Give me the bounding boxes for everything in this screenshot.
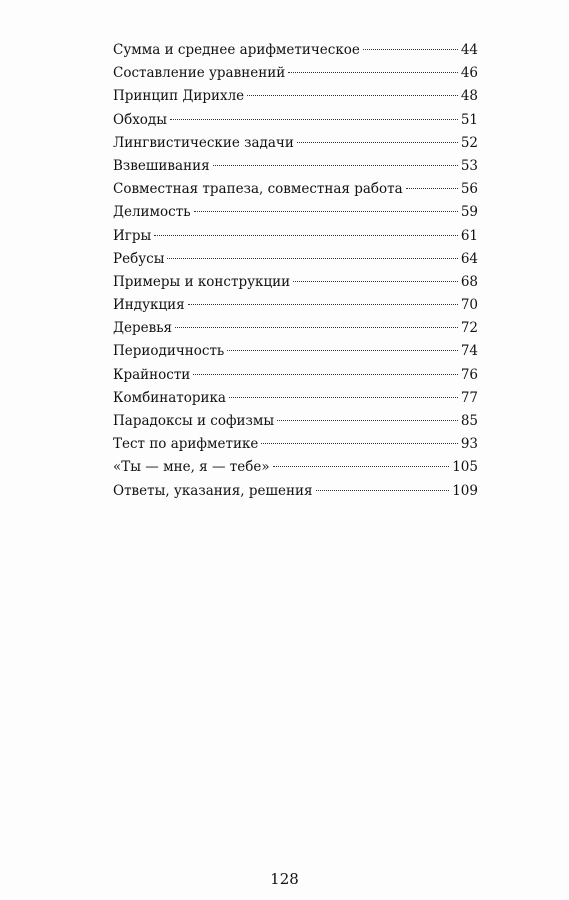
toc-entry [113,178,478,201]
dot-leader [288,72,458,73]
toc-entry [113,39,478,62]
dot-leader [154,235,458,236]
toc-entry-title: Делимость [113,204,191,221]
toc-entry-title: Игры [113,227,152,244]
dot-leader [277,420,458,421]
toc-entry [113,294,478,317]
dot-leader [229,397,458,398]
dot-leader [227,350,458,351]
toc-entry-title: Принцип Дирихле [113,88,245,105]
table-of-contents [113,39,478,503]
page-number: 128 [270,870,299,888]
toc-entry-title: Примеры и конструкции [113,273,291,290]
toc-entry-title: Индукция [113,297,185,314]
toc-entry-page: 68 [460,273,478,290]
toc-entry [113,201,478,224]
toc-entry-page: 105 [452,459,478,476]
toc-entry-title: Ребусы [113,250,165,267]
toc-entry-page: 51 [460,111,478,128]
dot-leader [247,95,458,96]
toc-entry-page: 48 [460,88,478,105]
dot-leader [188,304,458,305]
toc-entry-title: Ответы, указания, решения [113,482,313,499]
dot-leader [261,443,457,444]
toc-entry-page: 59 [460,204,478,221]
toc-entry [113,364,478,387]
toc-entry-page: 64 [460,250,478,267]
toc-entry-page: 76 [460,366,478,383]
toc-entry-title: Деревья [113,320,173,337]
toc-entry-title: Совместная трапеза, совместная работа [113,181,403,198]
toc-entry-title: Обходы [113,111,167,128]
toc-entry [113,225,478,248]
toc-entry-page: 44 [460,42,478,58]
toc-entry-title: Сумма и среднее арифметическое [113,42,360,58]
toc-entry-page: 74 [460,343,478,360]
toc-entry [113,340,478,363]
toc-entry-page: 109 [452,482,478,499]
dot-leader [273,466,450,467]
dot-leader [193,374,458,375]
toc-entry-page: 77 [460,389,478,406]
toc-entry [113,155,478,178]
toc-entry [113,248,478,271]
toc-entry-title: Составление уравнений [113,65,286,82]
toc-entry-title: Тест по арифметике [113,436,259,453]
toc-entry-title: Комбинаторика [113,389,226,406]
dot-leader [363,49,458,50]
toc-entry-page: 70 [460,297,478,314]
toc-entry [113,85,478,108]
dot-leader [213,165,458,166]
dot-leader [170,119,458,120]
toc-entry-title: Парадоксы и софизмы [113,413,275,429]
toc-entry-page: 46 [460,65,478,82]
toc-entry-title: Лингвистические задачи [113,134,294,151]
toc-entry [113,410,478,433]
toc-entry-title: Периодичность [113,343,225,360]
toc-entry [113,456,478,479]
toc-entry [113,317,478,340]
toc-entry-title: Крайности [113,366,191,383]
toc-entry [113,62,478,85]
toc-entry-page: 53 [460,157,478,174]
toc-entry-title: «Ты — мне, я — тебе» [113,459,270,476]
toc-entry-title: Взвешивания [113,157,210,174]
toc-entry [113,271,478,294]
toc-entry [113,387,478,410]
dot-leader [293,281,458,282]
toc-entry [113,132,478,155]
toc-entry-page: 93 [460,436,478,453]
toc-entry-page: 52 [460,134,478,151]
toc-entry [113,433,478,456]
dot-leader [175,327,458,328]
toc-entry [113,109,478,132]
toc-entry-page: 85 [460,413,478,429]
dot-leader [167,258,457,259]
toc-entry-page: 72 [460,320,478,337]
dot-leader [316,490,450,491]
toc-entry [113,480,478,503]
dot-leader [406,188,458,189]
toc-entry-page: 61 [460,227,478,244]
dot-leader [297,142,458,143]
dot-leader [194,211,458,212]
toc-entry-page: 56 [460,181,478,198]
